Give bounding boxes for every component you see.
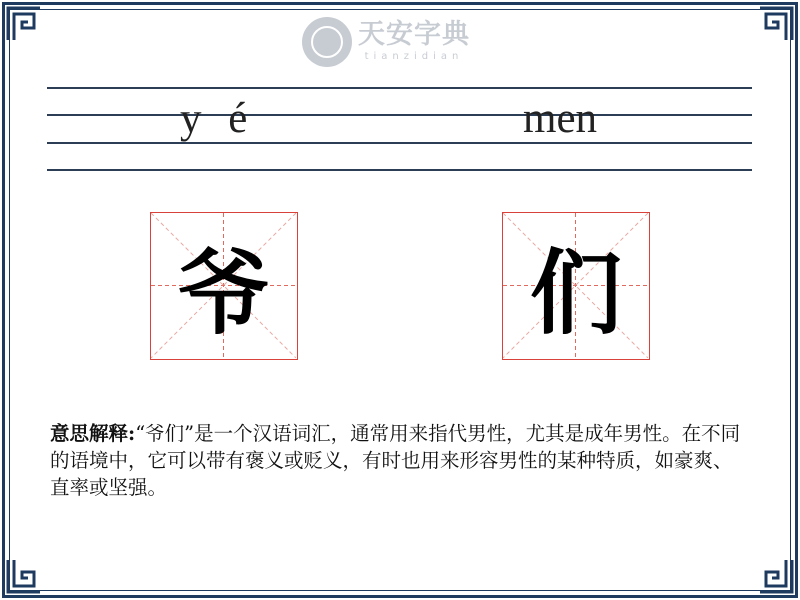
- character-grid-second: [502, 212, 650, 360]
- pinyin-second-syllable: men: [523, 95, 598, 142]
- pinyin-lines: [47, 87, 752, 173]
- logo-text: [358, 20, 470, 64]
- pinyin-first-syllable: y é: [180, 95, 256, 142]
- character-grid-first: [150, 212, 298, 360]
- logo-name-cn: 天安字典: [358, 19, 470, 50]
- character-first: 爷: [177, 239, 270, 347]
- explanation-label: 意思解释:: [50, 422, 136, 445]
- logo-seal-icon: [302, 17, 352, 67]
- corner-ornament-icon: [756, 556, 796, 596]
- pinyin-line: [47, 169, 752, 171]
- meaning-explanation: [50, 420, 750, 501]
- pinyin-line: [47, 87, 752, 89]
- corner-ornament-icon: [756, 4, 796, 44]
- pinyin-line: [47, 114, 752, 116]
- corner-ornament-icon: [4, 556, 44, 596]
- site-logo: [302, 14, 502, 70]
- character-second: 们: [529, 239, 622, 347]
- corner-ornament-icon: [4, 4, 44, 44]
- logo-name-en: tianzidian: [364, 51, 464, 62]
- explanation-text: “爷们”是一个汉语词汇，通常用来指代男性，尤其是成年男性。在不同的语境中，它可以带有褒义或贬义，有时也用来形容男性的某种特质，如豪爽、直率或坚强。: [50, 422, 741, 499]
- pinyin-line: [47, 142, 752, 144]
